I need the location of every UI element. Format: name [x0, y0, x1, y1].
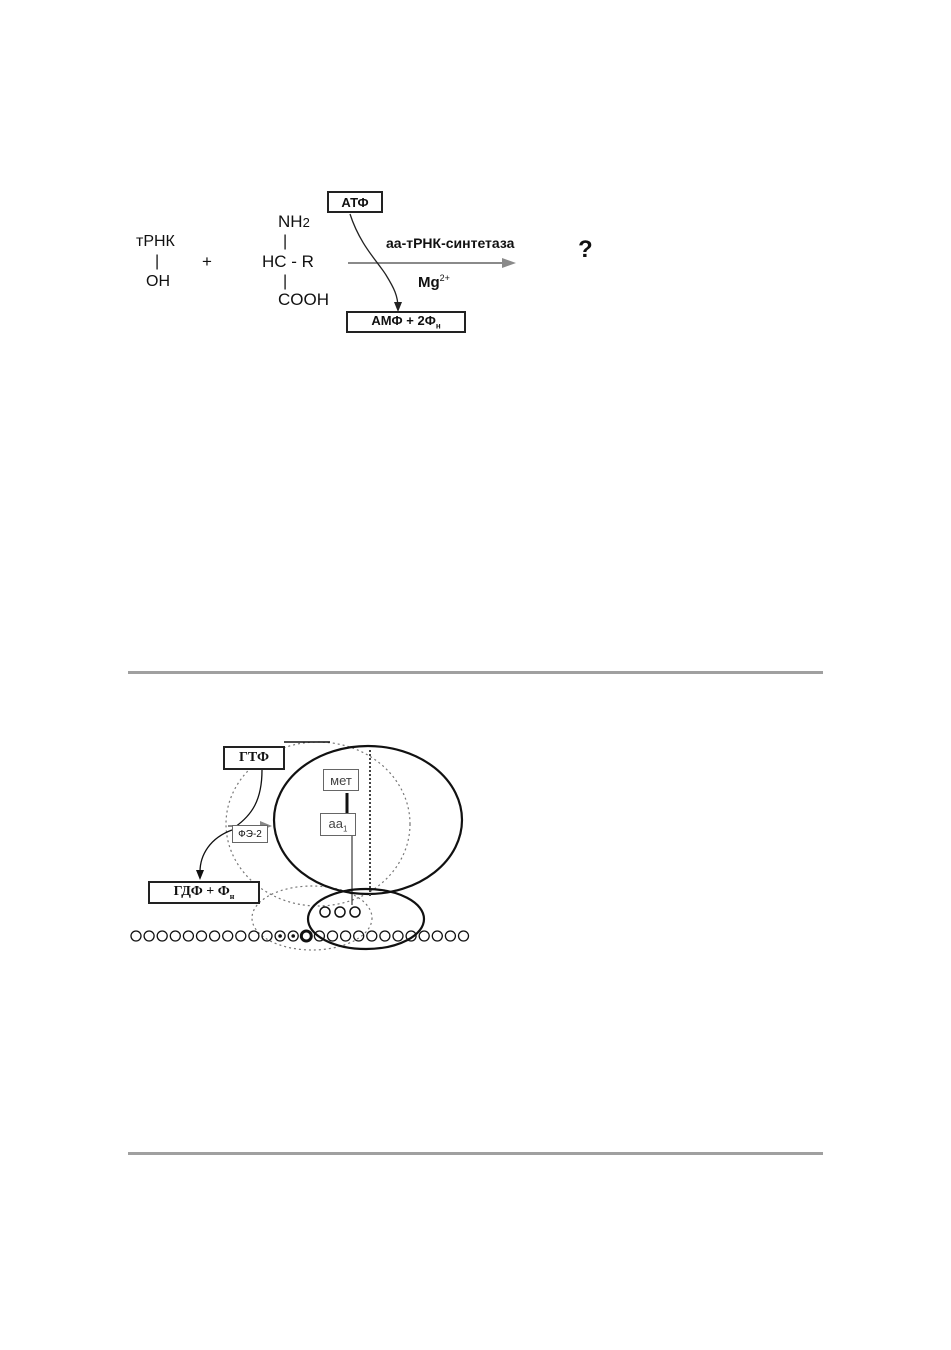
mrna-nucleotide	[236, 931, 246, 941]
mrna-nucleotide	[445, 931, 455, 941]
gdp-box	[148, 881, 260, 904]
elongation-factor-box	[232, 825, 268, 843]
anticodon-circle	[350, 907, 360, 917]
mrna-nucleotide	[249, 931, 259, 941]
mrna-nucleotide	[197, 931, 207, 941]
trna-label: тРНК	[136, 233, 175, 250]
mrna-nucleotide	[144, 931, 154, 941]
atp-label: АТФ	[341, 194, 369, 210]
mrna-nucleotide	[157, 931, 167, 941]
mrna-nucleotide-dot	[278, 934, 282, 938]
mrna-nucleotide	[328, 931, 338, 941]
mg-cofactor: $Mg^{2+}$	[418, 273, 450, 291]
mrna-nucleotide	[223, 931, 233, 941]
met-box	[323, 769, 359, 791]
factor-label: ФЭ-2	[238, 828, 262, 840]
mrna-nucleotide	[393, 931, 403, 941]
hc-r-group: HC - R	[262, 252, 314, 271]
mrna-nucleotide	[183, 931, 193, 941]
gdp-label: ГДФ + $Ф_н$	[173, 884, 235, 901]
mrna-nucleotide	[419, 931, 429, 941]
product-question-mark: ?	[578, 236, 593, 263]
mrna-nucleotide	[367, 931, 377, 941]
gdp-curve-arrowhead	[196, 870, 204, 880]
large-subunit	[274, 746, 462, 894]
anticodon-circle	[320, 907, 330, 917]
mrna-nucleotide	[459, 931, 469, 941]
cooh-group: COOH	[278, 290, 329, 309]
mrna-nucleotide	[131, 931, 141, 941]
mrna-nucleotide	[301, 931, 311, 941]
met-label: мет	[330, 772, 352, 788]
small-subunit	[308, 889, 424, 949]
anticodon-circle	[335, 907, 345, 917]
bond-bottom: |	[283, 273, 288, 290]
amp-label: АМФ + $2Ф_н$	[371, 313, 441, 331]
trna-oh: OH	[146, 273, 170, 290]
gtp-curve	[235, 770, 262, 827]
mrna-nucleotide	[341, 931, 351, 941]
mrna-nucleotide-dot	[291, 934, 295, 938]
nh2-group: NH2	[278, 212, 310, 231]
gtp-label: ГТФ	[239, 750, 269, 765]
mrna-nucleotide	[432, 931, 442, 941]
plus-sign: +	[202, 252, 212, 271]
aa-label: $аа_1$	[328, 815, 348, 834]
enzyme-label: аа-тРНК-синтетаза	[386, 235, 515, 251]
trna-bond: |	[155, 253, 160, 270]
mrna-nucleotide	[170, 931, 180, 941]
mrna-nucleotide	[380, 931, 390, 941]
separator-rule-2	[128, 1152, 823, 1155]
aa-box	[320, 813, 356, 836]
gtp-box	[223, 746, 285, 770]
bond-top: |	[283, 233, 288, 250]
mrna-nucleotide	[210, 931, 220, 941]
